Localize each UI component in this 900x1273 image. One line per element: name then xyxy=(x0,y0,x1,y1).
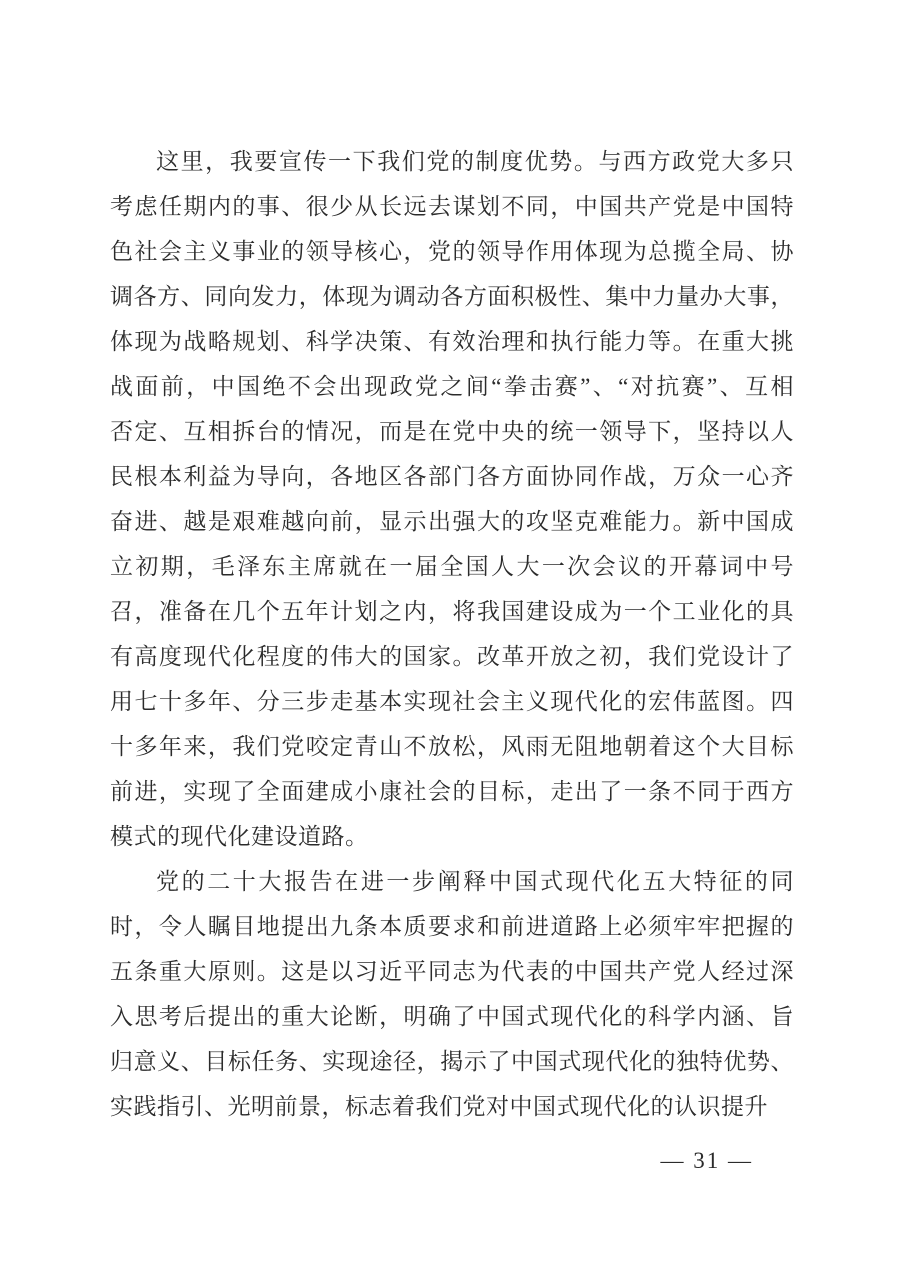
text-line: 时，令人瞩目地提出九条本质要求和前进道路上必须牢牢把握的 xyxy=(110,914,794,939)
page-number: — 31 — xyxy=(660,1148,753,1173)
text-line: 这里，我要宣传一下我们党的制度优势。与西方政党大多只 xyxy=(156,149,794,174)
text-line: 战面前，中国绝不会出现政党之间“拳击赛”、“对抗赛”、互相 xyxy=(110,374,794,399)
text-line: 调各方、同向发力，体现为调动各方面积极性、集中力量办大事， xyxy=(110,284,794,309)
text-block xyxy=(110,139,794,1129)
text-line: 奋进、越是艰难越向前，显示出强大的攻坚克难能力。新中国成 xyxy=(110,509,794,534)
text-line: 考虑任期内的事、很少从长远去谋划不同，中国共产党是中国特 xyxy=(110,194,794,219)
text-line: 色社会主义事业的领导核心，党的领导作用体现为总揽全局、协 xyxy=(110,239,794,264)
text-line: 实践指引、光明前景，标志着我们党对中国式现代化的认识提升 xyxy=(110,1094,768,1119)
text-line: 模式的现代化建设道路。 xyxy=(110,824,369,849)
text-line: 召，准备在几个五年计划之内，将我国建设成为一个工业化的具 xyxy=(110,599,794,624)
text-line: 五条重大原则。这是以习近平同志为代表的中国共产党人经过深 xyxy=(110,959,794,984)
text-line: 体现为战略规划、科学决策、有效治理和执行能力等。在重大挑 xyxy=(110,329,794,354)
text-line: 党的二十大报告在进一步阐释中国式现代化五大特征的同 xyxy=(156,869,794,894)
text-line: 用七十多年、分三步走基本实现社会主义现代化的宏伟蓝图。四 xyxy=(110,689,794,714)
text-line: 否定、互相拆台的情况，而是在党中央的统一领导下，坚持以人 xyxy=(110,419,794,444)
text-line: 入思考后提出的重大论断，明确了中国式现代化的科学内涵、旨 xyxy=(110,1004,794,1029)
text-line: 十多年来，我们党咬定青山不放松，风雨无阻地朝着这个大目标 xyxy=(110,734,794,759)
text-line: 有高度现代化程度的伟大的国家。改革开放之初，我们党设计了 xyxy=(110,644,794,669)
text-line: 民根本利益为导向，各地区各部门各方面协同作战，万众一心齐 xyxy=(110,464,794,489)
text-line: 归意义、目标任务、实现途径，揭示了中国式现代化的独特优势、 xyxy=(110,1049,794,1074)
text-line: 立初期，毛泽东主席就在一届全国人大一次会议的开幕词中号 xyxy=(110,554,794,579)
text-line: 前进，实现了全面建成小康社会的目标，走出了一条不同于西方 xyxy=(110,779,794,804)
